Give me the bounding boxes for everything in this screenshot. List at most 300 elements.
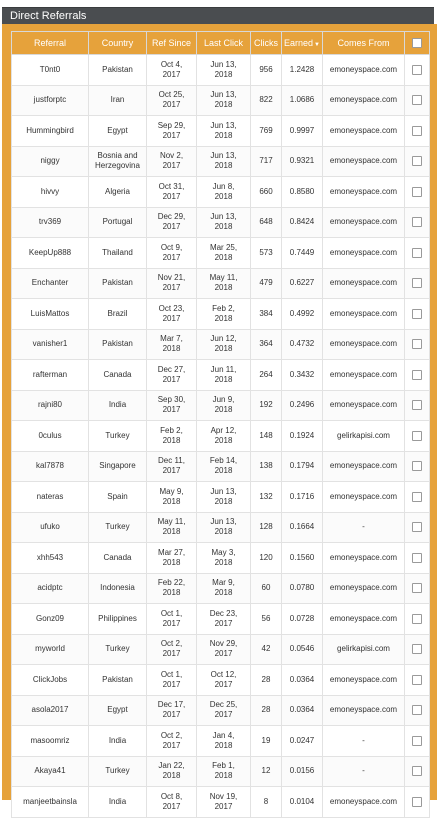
cell-line: 2017 <box>162 405 181 415</box>
cell-earned: 0.0364 <box>282 665 323 696</box>
cell-comes-from: emoneyspace.com <box>323 146 405 177</box>
cell-last-click <box>197 543 251 574</box>
cell-earned: 0.1664 <box>282 512 323 543</box>
cell-line: Jan 22, <box>158 761 185 771</box>
row-select-checkbox[interactable] <box>412 65 422 75</box>
cell-line: Jun 13, <box>210 517 237 527</box>
cell-referral[interactable]: xhh543 <box>12 543 89 574</box>
cell-ref-since <box>147 421 197 452</box>
cell-referral[interactable]: Akaya41 <box>12 756 89 787</box>
cell-line: 2018 <box>162 588 181 598</box>
cell-line: 2018 <box>214 344 233 354</box>
cell-line: Sep 29, <box>157 120 186 130</box>
cell-clicks: 56 <box>251 604 282 635</box>
cell-country: Pakistan <box>89 55 147 86</box>
cell-select <box>405 85 430 116</box>
cell-referral[interactable]: nateras <box>12 482 89 513</box>
row-select-checkbox[interactable] <box>412 553 422 563</box>
cell-earned: 0.0728 <box>282 604 323 635</box>
cell-ref-since <box>147 238 197 269</box>
row-select-checkbox[interactable] <box>412 126 422 136</box>
cell-ref-since <box>147 756 197 787</box>
cell-earned: 0.0104 <box>282 787 323 818</box>
cell-line: Oct 31, <box>158 181 185 191</box>
sort-desc-icon: ▼ <box>314 42 320 48</box>
cell-line: Jun 13, <box>210 212 237 222</box>
cell-line: 2017 <box>162 618 181 628</box>
cell-line: Herzegovina <box>95 161 140 171</box>
cell-earned: 0.8424 <box>282 207 323 238</box>
cell-country: Thailand <box>89 238 147 269</box>
cell-earned: 0.1560 <box>282 543 323 574</box>
cell-referral[interactable]: T0nt0 <box>12 55 89 86</box>
cell-country: Indonesia <box>89 573 147 604</box>
cell-comes-from: emoneyspace.com <box>323 299 405 330</box>
cell-line: 2018 <box>162 435 181 445</box>
cell-ref-since <box>147 512 197 543</box>
row-select-checkbox[interactable] <box>412 248 422 258</box>
cell-referral[interactable]: trv369 <box>12 207 89 238</box>
cell-select <box>405 573 430 604</box>
cell-country: Portugal <box>89 207 147 238</box>
cell-referral[interactable]: justforptc <box>12 85 89 116</box>
cell-line: Mar 7, <box>160 334 183 344</box>
cell-earned: 0.0364 <box>282 695 323 726</box>
cell-line: 2018 <box>214 771 233 781</box>
cell-last-click <box>197 604 251 635</box>
cell-select <box>405 451 430 482</box>
cell-line: 2018 <box>162 496 181 506</box>
cell-country: Pakistan <box>89 665 147 696</box>
col-header-country[interactable]: Country <box>89 32 147 55</box>
referrals-frame <box>2 24 437 811</box>
table-row <box>12 360 430 391</box>
cell-country: Egypt <box>89 695 147 726</box>
row-select-checkbox[interactable] <box>412 766 422 776</box>
cell-line: Oct 12, <box>210 669 237 679</box>
table-row <box>12 299 430 330</box>
cell-earned: 0.2496 <box>282 390 323 421</box>
cell-line: May 9, <box>159 486 184 496</box>
cell-last-click <box>197 238 251 269</box>
cell-line: 2017 <box>214 801 233 811</box>
cell-line: Oct 9, <box>160 242 183 252</box>
row-select-checkbox[interactable] <box>412 492 422 502</box>
cell-last-click <box>197 360 251 391</box>
panel-title: Direct Referrals <box>10 10 87 22</box>
table-row <box>12 421 430 452</box>
cell-comes-from: gelirkapisi.com <box>323 634 405 665</box>
table-row <box>12 543 430 574</box>
cell-line: 2018 <box>162 527 181 537</box>
cell-line: 2017 <box>214 710 233 720</box>
cell-earned: 1.0686 <box>282 85 323 116</box>
row-select-checkbox[interactable] <box>412 217 422 227</box>
cell-line: Jun 8, <box>212 181 235 191</box>
row-select-checkbox[interactable] <box>412 614 422 624</box>
row-select-checkbox[interactable] <box>412 583 422 593</box>
cell-line: Feb 1, <box>212 761 235 771</box>
cell-referral[interactable]: manjeetbainsla <box>12 787 89 818</box>
row-select-checkbox[interactable] <box>412 309 422 319</box>
cell-referral[interactable]: rajni80 <box>12 390 89 421</box>
col-header-comes-from[interactable]: Comes From <box>323 32 405 55</box>
cell-line: 2018 <box>162 344 181 354</box>
cell-last-click <box>197 55 251 86</box>
cell-select <box>405 146 430 177</box>
cell-select <box>405 695 430 726</box>
cell-line: Jun 9, <box>212 395 235 405</box>
cell-country: Spain <box>89 482 147 513</box>
cell-country: Pakistan <box>89 329 147 360</box>
cell-referral[interactable]: Enchanter <box>12 268 89 299</box>
cell-referral[interactable]: hivvy <box>12 177 89 208</box>
cell-line: Dec 29, <box>157 212 186 222</box>
row-select-checkbox[interactable] <box>412 95 422 105</box>
cell-clicks: 364 <box>251 329 282 360</box>
cell-line: 2018 <box>214 191 233 201</box>
col-header-clicks[interactable]: Clicks <box>251 32 282 55</box>
cell-select <box>405 207 430 238</box>
cell-last-click <box>197 756 251 787</box>
table-row <box>12 85 430 116</box>
row-select-checkbox[interactable] <box>412 400 422 410</box>
cell-clicks: 648 <box>251 207 282 238</box>
cell-comes-from: emoneyspace.com <box>323 604 405 635</box>
row-select-checkbox[interactable] <box>412 339 422 349</box>
cell-ref-since <box>147 665 197 696</box>
cell-country: Turkey <box>89 634 147 665</box>
cell-comes-from: - <box>323 726 405 757</box>
cell-ref-since <box>147 85 197 116</box>
cell-ref-since <box>147 482 197 513</box>
cell-line: 2018 <box>214 374 233 384</box>
col-header-select-all[interactable] <box>405 32 430 55</box>
cell-clicks: 138 <box>251 451 282 482</box>
cell-clicks: 660 <box>251 177 282 208</box>
cell-line: Dec 25, <box>209 700 238 710</box>
cell-country: Iran <box>89 85 147 116</box>
cell-ref-since <box>147 573 197 604</box>
cell-referral[interactable]: ufuko <box>12 512 89 543</box>
cell-select <box>405 787 430 818</box>
cell-country: Turkey <box>89 756 147 787</box>
cell-earned: 0.0546 <box>282 634 323 665</box>
cell-select <box>405 543 430 574</box>
cell-select <box>405 238 430 269</box>
cell-last-click <box>197 207 251 238</box>
cell-last-click <box>197 146 251 177</box>
cell-line: 2017 <box>162 374 181 384</box>
cell-line: 2018 <box>162 557 181 567</box>
cell-line: 2017 <box>162 710 181 720</box>
cell-select <box>405 55 430 86</box>
cell-comes-from: - <box>323 512 405 543</box>
row-select-checkbox[interactable] <box>412 187 422 197</box>
cell-country: Canada <box>89 360 147 391</box>
cell-comes-from: gelirkapisi.com <box>323 421 405 452</box>
cell-line: Oct 25, <box>158 90 185 100</box>
table-row <box>12 268 430 299</box>
cell-ref-since <box>147 299 197 330</box>
table-row <box>12 512 430 543</box>
cell-clicks: 822 <box>251 85 282 116</box>
cell-clicks: 264 <box>251 360 282 391</box>
cell-select <box>405 726 430 757</box>
cell-last-click <box>197 665 251 696</box>
cell-last-click <box>197 573 251 604</box>
cell-ref-since <box>147 604 197 635</box>
cell-ref-since <box>147 695 197 726</box>
cell-line: Feb 14, <box>209 456 238 466</box>
cell-referral[interactable]: Gonz09 <box>12 604 89 635</box>
cell-line: 2018 <box>214 313 233 323</box>
cell-comes-from: emoneyspace.com <box>323 787 405 818</box>
col-header-referral[interactable]: Referral <box>12 32 89 55</box>
cell-line: Mar 9, <box>212 578 235 588</box>
cell-comes-from: emoneyspace.com <box>323 116 405 147</box>
row-select-checkbox[interactable] <box>412 431 422 441</box>
cell-clicks: 717 <box>251 146 282 177</box>
cell-earned: 0.6227 <box>282 268 323 299</box>
referrals-table-container <box>11 31 429 811</box>
cell-ref-since <box>147 329 197 360</box>
cell-earned: 0.3432 <box>282 360 323 391</box>
cell-line: Mar 27, <box>157 547 186 557</box>
cell-earned: 0.9997 <box>282 116 323 147</box>
cell-clicks: 192 <box>251 390 282 421</box>
cell-country: Singapore <box>89 451 147 482</box>
cell-earned: 0.4992 <box>282 299 323 330</box>
table-row <box>12 207 430 238</box>
cell-line: Bosnia and <box>97 151 138 161</box>
cell-line: Oct 2, <box>160 730 183 740</box>
cell-ref-since <box>147 634 197 665</box>
cell-referral[interactable]: masoomriz <box>12 726 89 757</box>
table-body <box>12 55 430 818</box>
cell-select <box>405 482 430 513</box>
cell-earned: 0.1716 <box>282 482 323 513</box>
cell-ref-since <box>147 390 197 421</box>
cell-referral[interactable]: kal7878 <box>12 451 89 482</box>
cell-referral[interactable]: asola2017 <box>12 695 89 726</box>
cell-line: Jan 4, <box>212 730 235 740</box>
cell-line: 2017 <box>162 191 181 201</box>
cell-line: Dec 17, <box>157 700 186 710</box>
cell-referral[interactable]: rafterman <box>12 360 89 391</box>
table-row <box>12 482 430 513</box>
cell-line: 2017 <box>162 130 181 140</box>
row-select-checkbox[interactable] <box>412 156 422 166</box>
cell-comes-from: emoneyspace.com <box>323 451 405 482</box>
cell-line: Jun 12, <box>210 334 237 344</box>
row-select-checkbox[interactable] <box>412 797 422 807</box>
cell-line: 2018 <box>214 69 233 79</box>
cell-ref-since <box>147 55 197 86</box>
cell-comes-from: - <box>323 756 405 787</box>
cell-line: Jun 13, <box>210 486 237 496</box>
cell-select <box>405 299 430 330</box>
cell-line: Jun 11, <box>210 364 237 374</box>
cell-country: Algeria <box>89 177 147 208</box>
cell-last-click <box>197 421 251 452</box>
cell-line: 2018 <box>214 252 233 262</box>
cell-last-click <box>197 787 251 818</box>
cell-select <box>405 268 430 299</box>
cell-line: 2017 <box>162 313 181 323</box>
cell-line: 2018 <box>214 283 233 293</box>
cell-line: Dec 27, <box>157 364 186 374</box>
cell-line: Feb 2, <box>212 303 235 313</box>
table-row <box>12 451 430 482</box>
cell-select <box>405 512 430 543</box>
cell-country: Pakistan <box>89 268 147 299</box>
cell-line: 2018 <box>214 435 233 445</box>
cell-line: Oct 23, <box>158 303 185 313</box>
cell-ref-since <box>147 146 197 177</box>
cell-last-click <box>197 299 251 330</box>
cell-clicks: 28 <box>251 665 282 696</box>
cell-country: India <box>89 390 147 421</box>
cell-country: Philippines <box>89 604 147 635</box>
cell-line: 2018 <box>214 100 233 110</box>
cell-line: Feb 22, <box>157 578 186 588</box>
cell-line: 2017 <box>162 283 181 293</box>
cell-line: May 3, <box>211 547 236 557</box>
cell-line: 2018 <box>214 161 233 171</box>
cell-line: Sep 30, <box>157 395 186 405</box>
cell-line: 2017 <box>214 618 233 628</box>
cell-comes-from: emoneyspace.com <box>323 177 405 208</box>
cell-clicks: 19 <box>251 726 282 757</box>
row-select-checkbox[interactable] <box>412 278 422 288</box>
cell-line: 2018 <box>214 527 233 537</box>
table-row <box>12 573 430 604</box>
select-all-checkbox[interactable] <box>412 38 422 48</box>
cell-line: 2017 <box>162 679 181 689</box>
cell-clicks: 132 <box>251 482 282 513</box>
cell-line: 2018 <box>162 771 181 781</box>
table-row <box>12 390 430 421</box>
cell-line: Mar 25, <box>209 242 238 252</box>
cell-select <box>405 665 430 696</box>
cell-last-click <box>197 268 251 299</box>
cell-country: India <box>89 787 147 818</box>
row-select-checkbox[interactable] <box>412 736 422 746</box>
cell-line: 2018 <box>214 740 233 750</box>
cell-select <box>405 390 430 421</box>
cell-select <box>405 604 430 635</box>
cell-comes-from: emoneyspace.com <box>323 573 405 604</box>
cell-comes-from: emoneyspace.com <box>323 55 405 86</box>
cell-line: Oct 1, <box>160 669 183 679</box>
cell-line: 2017 <box>162 161 181 171</box>
cell-line: 2018 <box>214 130 233 140</box>
cell-earned: 1.2428 <box>282 55 323 86</box>
cell-referral[interactable]: vanisher1 <box>12 329 89 360</box>
cell-line: 2018 <box>214 588 233 598</box>
cell-clicks: 479 <box>251 268 282 299</box>
table-row <box>12 665 430 696</box>
table-row <box>12 787 430 818</box>
cell-ref-since <box>147 451 197 482</box>
cell-earned: 0.1924 <box>282 421 323 452</box>
cell-earned: 0.9321 <box>282 146 323 177</box>
col-header-ref-since[interactable]: Ref Since <box>147 32 197 55</box>
cell-ref-since <box>147 177 197 208</box>
cell-line: 2018 <box>214 222 233 232</box>
cell-comes-from: emoneyspace.com <box>323 695 405 726</box>
cell-referral[interactable]: niggy <box>12 146 89 177</box>
table-row <box>12 55 430 86</box>
cell-ref-since <box>147 787 197 818</box>
cell-line: 2018 <box>214 405 233 415</box>
cell-clicks: 28 <box>251 695 282 726</box>
row-select-checkbox[interactable] <box>412 522 422 532</box>
cell-referral[interactable]: 0culus <box>12 421 89 452</box>
cell-referral[interactable]: myworld <box>12 634 89 665</box>
row-select-checkbox[interactable] <box>412 675 422 685</box>
cell-earned: 0.1794 <box>282 451 323 482</box>
cell-line: May 11, <box>209 273 238 283</box>
cell-referral[interactable]: ClickJobs <box>12 665 89 696</box>
cell-line: 2017 <box>162 740 181 750</box>
cell-country: India <box>89 726 147 757</box>
cell-select <box>405 177 430 208</box>
cell-referral[interactable]: LuisMattos <box>12 299 89 330</box>
cell-comes-from: emoneyspace.com <box>323 360 405 391</box>
cell-select <box>405 360 430 391</box>
table-row <box>12 695 430 726</box>
cell-last-click <box>197 634 251 665</box>
cell-comes-from: emoneyspace.com <box>323 329 405 360</box>
panel-header <box>2 7 434 24</box>
table-header-row <box>12 32 430 55</box>
cell-comes-from: emoneyspace.com <box>323 482 405 513</box>
cell-line: 2017 <box>162 252 181 262</box>
cell-clicks: 769 <box>251 116 282 147</box>
table-row <box>12 329 430 360</box>
cell-line: Jun 13, <box>210 151 237 161</box>
cell-line: Oct 1, <box>160 608 183 618</box>
cell-earned: 0.4732 <box>282 329 323 360</box>
row-select-checkbox[interactable] <box>412 461 422 471</box>
cell-referral[interactable]: acidptc <box>12 573 89 604</box>
row-select-checkbox[interactable] <box>412 370 422 380</box>
cell-select <box>405 116 430 147</box>
cell-country <box>89 146 147 177</box>
cell-referral[interactable]: KeepUp888 <box>12 238 89 269</box>
cell-referral[interactable]: Hummingbird <box>12 116 89 147</box>
cell-line: 2017 <box>162 801 181 811</box>
cell-clicks: 573 <box>251 238 282 269</box>
cell-line: Jun 13, <box>210 59 237 69</box>
col-header-last-click[interactable]: Last Click <box>197 32 251 55</box>
cell-clicks: 148 <box>251 421 282 452</box>
cell-last-click <box>197 695 251 726</box>
col-header-earned[interactable] <box>282 32 323 55</box>
cell-clicks: 384 <box>251 299 282 330</box>
cell-earned: 0.0780 <box>282 573 323 604</box>
table-row <box>12 116 430 147</box>
cell-country: Brazil <box>89 299 147 330</box>
row-select-checkbox[interactable] <box>412 644 422 654</box>
cell-country: Egypt <box>89 116 147 147</box>
cell-line: 2018 <box>214 496 233 506</box>
row-select-checkbox[interactable] <box>412 705 422 715</box>
cell-line: Oct 4, <box>160 59 183 69</box>
cell-ref-since <box>147 116 197 147</box>
